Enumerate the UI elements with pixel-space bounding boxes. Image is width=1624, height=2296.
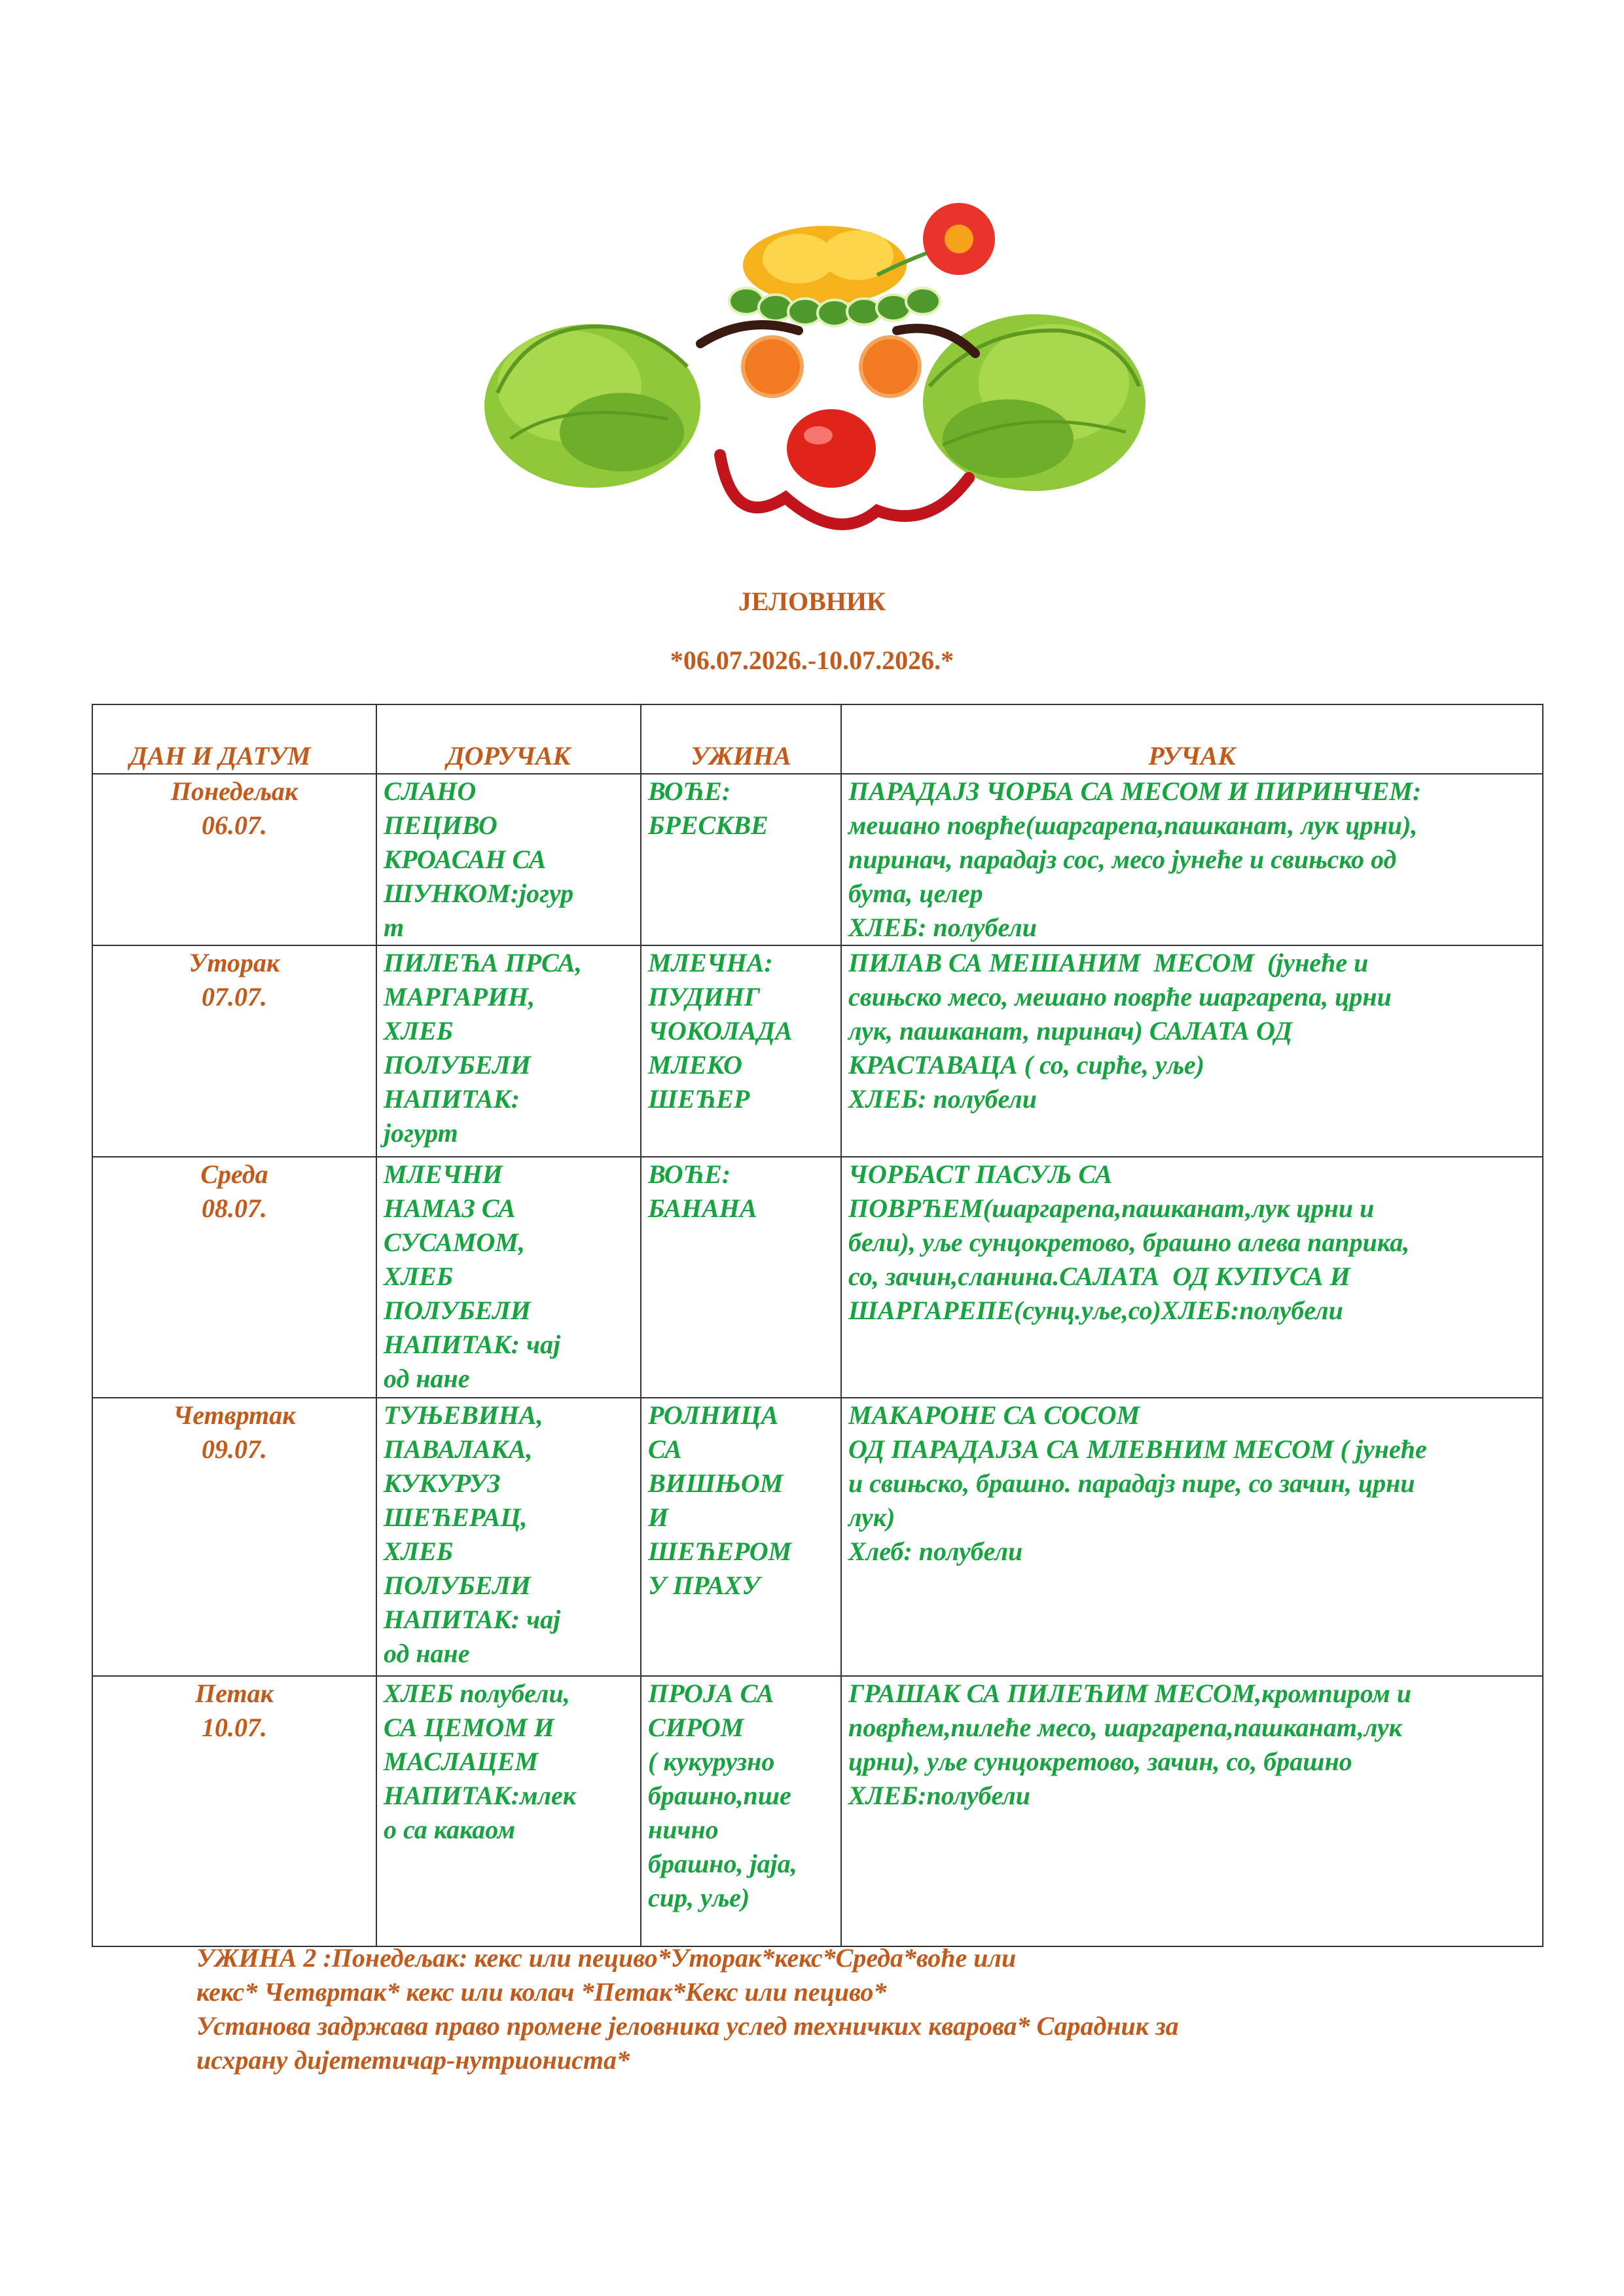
breakfast-cell-line: НАПИТАК:млек [384,1781,577,1810]
lunch-cell-line: ШАРГАРЕПЕ(сунц.уље,со)ХЛЕБ:полубели [848,1296,1343,1325]
breakfast-cell-line: МАСЛАЦЕМ [384,1747,538,1776]
breakfast-cell [376,1398,641,1676]
day-cell [92,945,376,1157]
snack-cell-line: МЛЕКО [648,1050,742,1080]
table-row [92,1157,1543,1398]
breakfast-cell-line: од нане [384,1639,470,1668]
breakfast-cell-line: ПЕЦИВО [384,811,497,840]
left-lettuce-icon [484,324,700,488]
lunch-cell [841,774,1543,945]
menu-table [92,704,1543,1947]
breakfast-cell-line: од нане [384,1364,470,1393]
day-date: 06.07. [202,811,267,840]
lunch-cell-line: ХЛЕБ: полубели [848,913,1038,942]
table-row [92,1398,1543,1676]
snack-cell-line: И [648,1503,669,1532]
breakfast-cell-line: КРОАСАН СА [384,845,547,874]
footer-line: УЖИНА 2 :Понедељак: кекс или пециво*Уторак*кекс*Среда*воће или [196,1943,1017,1973]
lunch-cell-line: ХЛЕБ:полубели [848,1781,1031,1810]
lunch-cell [841,1676,1543,1946]
breakfast-cell-line: ПИЛЕЋА ПРСА, [384,948,582,977]
breakfast-cell-line: КУКУРУЗ [384,1468,501,1498]
day-cell [92,1398,376,1676]
lunch-cell-line: ЧОРБАСТ ПАСУЉ СА [848,1159,1113,1189]
menu-title: ЈЕЛОВНИК [738,587,886,616]
menu-body [92,774,1543,1946]
snack-cell-line: РОЛНИЦА [648,1400,779,1430]
lunch-cell-line: пиринач, парадајз сос, месо јунеће и свињско од [848,845,1397,874]
footer-line: кекс* Четвртак* кекс или колач *Петак*Кекс или пециво* [196,1977,887,2007]
breakfast-cell-line: ПОЛУБЕЛИ [384,1296,531,1325]
snack-cell-line: У ПРАХУ [648,1571,761,1600]
breakfast-cell [376,1676,641,1946]
footer-line: исхрану дијететичар-нутриониста* [196,2045,630,2075]
breakfast-cell-line: ШУНКОМ:јогур [384,879,574,908]
orange-hat-icon [743,226,907,304]
lunch-cell-line: мешано поврће(шаргарепа,пашканат, лук црни), [848,811,1418,840]
tomato-nose-icon [787,409,876,488]
day-date: 08.07. [202,1194,267,1223]
day-cell [92,774,376,945]
breakfast-cell-line: ПОЛУБЕЛИ [384,1050,531,1080]
breakfast-cell-line: ТУЊЕВИНА, [384,1400,543,1430]
breakfast-cell-line: ХЛЕБ [384,1262,454,1291]
snack-cell-line: сир, уље) [648,1883,750,1912]
snack-cell-line: ВИШЊОМ [648,1468,784,1498]
breakfast-cell-line: СА ЦЕМОМ И [384,1713,554,1742]
footer-note [196,1941,1440,2077]
day-cell [92,1676,376,1946]
snack-cell-line: нично [648,1815,719,1844]
breakfast-cell-line: МЛЕЧНИ [384,1159,503,1189]
snack-cell-line: ШЕЋЕРОМ [648,1537,792,1566]
day-name: Петак [195,1679,274,1708]
lunch-cell-line: лук) [848,1503,895,1532]
lunch-cell-line: и свињско, брашно. парадајз пире, со зачин, црни [848,1468,1415,1498]
lunch-cell-line: црни), уље сунцокретово, зачин, со, брашно [848,1747,1352,1776]
table-row [92,1676,1543,1946]
snack-cell-line: ВОЋЕ: [648,776,731,806]
snack-cell [641,1676,841,1946]
snack-cell-line: ВОЋЕ: [648,1159,731,1189]
lunch-cell-line: бели), уље сунцокретово, брашно алева паприка, [848,1228,1410,1257]
breakfast-cell-line: јогурт [384,1118,458,1148]
breakfast-cell-line: НАПИТАК: чај [384,1605,561,1634]
breakfast-cell-line: о са какаом [384,1815,516,1844]
lunch-cell-line: поврћем,пилеће месо, шаргарепа,пашканат,лук [848,1713,1402,1742]
lunch-cell-line: ПОВРЋЕМ(шаргарепа,пашканат,лук црни и [848,1194,1375,1223]
breakfast-cell-line: т [384,913,405,942]
snack-cell-line: ШЕЋЕР [648,1084,750,1114]
lunch-cell-line: ХЛЕБ: полубели [848,1084,1038,1114]
snack-cell [641,945,841,1157]
breakfast-cell-line: НАПИТАК: [384,1084,520,1114]
breakfast-cell [376,1157,641,1398]
date-range: *06.07.2026.-10.07.2026.* [670,646,954,675]
breakfast-cell-line: СЛАНО [384,776,477,806]
breakfast-cell-line: МАРГАРИН, [384,982,535,1011]
snack-cell-line: БАНАНА [648,1194,757,1223]
clown-food-face-image [471,190,1159,556]
snack-cell-line: СИРОМ [648,1713,744,1742]
breakfast-cell-line: ХЛЕБ [384,1537,454,1566]
lunch-cell-line: ОД ПАРАДАЈЗА СА МЛЕВНИМ МЕСОМ ( јунеће [848,1434,1427,1464]
footer-line: Установа задржава право промене јеловника услед техничких кварова* Сарадник за [196,2011,1179,2041]
day-name: Четвртак [173,1400,296,1430]
column-header-day: ДАН И ДАТУМ [92,704,376,774]
breakfast-cell [376,774,641,945]
snack-cell-line: ЧОКОЛАДА [648,1016,793,1046]
day-name: Среда [200,1159,268,1189]
left-carrot-eye-icon [743,337,802,396]
lunch-cell-line: Хлеб: полубели [848,1537,1023,1566]
column-header-breakfast: ДОРУЧАК [376,704,641,774]
day-name: Уторак [189,948,280,977]
lunch-cell-line: лук, пашканат, пиринач) САЛАТА ОД [848,1016,1293,1046]
table-header-row [92,704,1543,774]
lunch-cell [841,1157,1543,1398]
snack-cell [641,1398,841,1676]
day-date: 09.07. [202,1434,267,1464]
breakfast-cell-line: НАМАЗ СА [384,1194,516,1223]
breakfast-cell-line: СУСАМОМ, [384,1228,525,1257]
snack-cell-line: СА [648,1434,682,1464]
table-row [92,945,1543,1157]
day-date: 07.07. [202,982,267,1011]
snack-cell-line: БРЕСКВЕ [648,811,768,840]
day-cell [92,1157,376,1398]
right-carrot-eye-icon [861,337,920,396]
lunch-cell-line: ПИЛАВ СА МЕШАНИМ МЕСОМ (јунеће и [848,948,1369,977]
breakfast-cell [376,945,641,1157]
breakfast-cell-line: ХЛЕБ полубели, [384,1679,570,1708]
breakfast-cell-line: ПАВАЛАКА, [384,1434,533,1464]
snack-cell-line: МЛЕЧНА: [648,948,773,977]
day-name: Понедељак [170,776,298,806]
snack-cell [641,774,841,945]
lunch-cell [841,1398,1543,1676]
snack-cell-line: брашно,пше [648,1781,791,1810]
lunch-cell-line: бута, целер [848,879,983,908]
snack-cell-line: ПРОЈА СА [648,1679,774,1708]
lunch-cell-line: ПАРАДАЈЗ ЧОРБА СА МЕСОМ И ПИРИНЧЕМ: [848,776,1422,806]
lunch-cell-line: свињско месо, мешано поврће шаргарепа, црни [848,982,1392,1011]
breakfast-cell-line: ХЛЕБ [384,1016,454,1046]
snack-cell-line: брашно, јаја, [648,1849,797,1878]
snack-cell [641,1157,841,1398]
breakfast-cell-line: ПОЛУБЕЛИ [384,1571,531,1600]
column-header-lunch: РУЧАК [841,704,1543,774]
lunch-cell-line: КРАСТАВАЦА ( со, сирће, уље) [848,1050,1204,1080]
snack-cell-line: ( кукурузно [648,1747,775,1776]
column-header-snack: УЖИНА [641,704,841,774]
snack-cell-line: ПУДИНГ [648,982,761,1011]
breakfast-cell-line: НАПИТАК: чај [384,1330,561,1359]
lunch-cell-line: ГРАШАК СА ПИЛЕЋИМ МЕСОМ,кромпиром и [848,1679,1412,1708]
lunch-cell-line: со, зачин,сланина.САЛАТА ОД КУПУСА И [848,1262,1350,1291]
breakfast-cell-line: ШЕЋЕРАЦ, [384,1503,528,1532]
table-row [92,774,1543,945]
lunch-cell-line: МАКАРОНЕ СА СОСОМ [848,1400,1140,1430]
lunch-cell [841,945,1543,1157]
day-date: 10.07. [202,1713,267,1742]
